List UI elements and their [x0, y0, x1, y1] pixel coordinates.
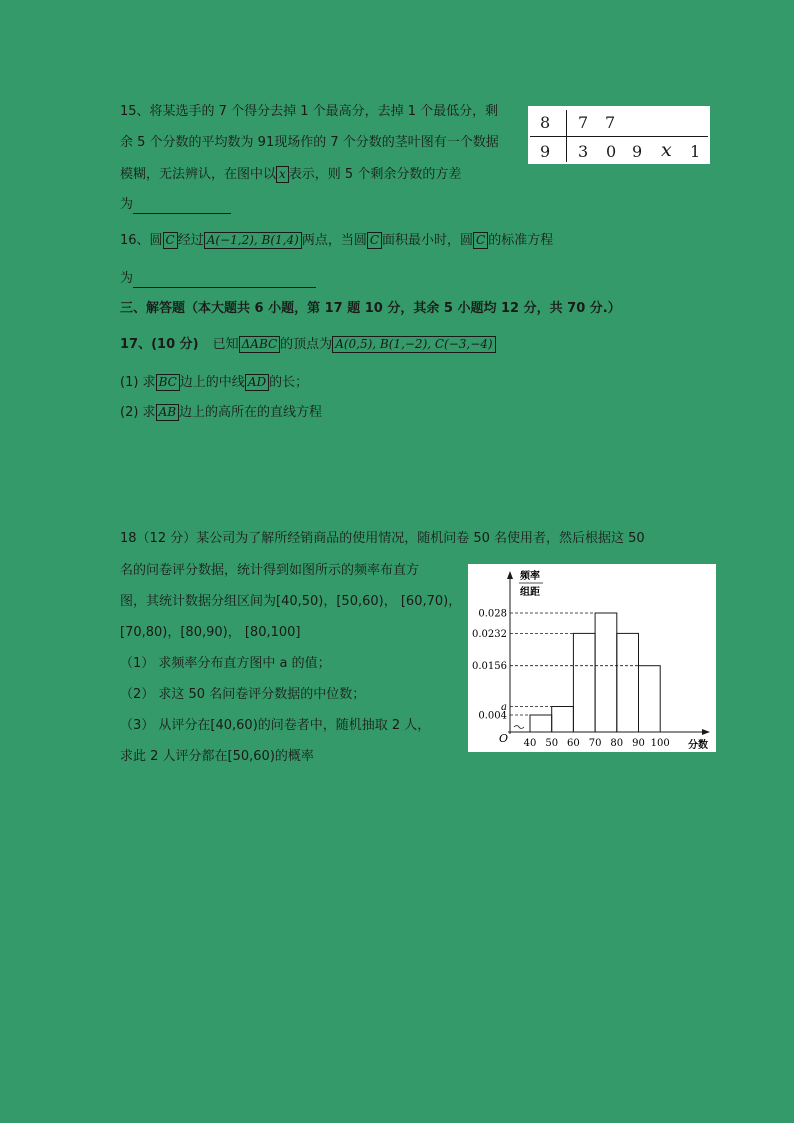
q15-answer-blank[interactable]: [133, 199, 231, 214]
q16-line1: [120, 232, 553, 250]
x-tick-label: 80: [610, 738, 624, 749]
leaf-value: 0: [606, 142, 617, 161]
x-tick-label: 70: [588, 738, 602, 749]
q15-answer-prefix: 为: [120, 197, 134, 212]
q17-ad-box: AD: [245, 374, 269, 391]
histogram-bar: [530, 715, 552, 732]
y-tick-label: 0.004: [478, 710, 507, 722]
q18-line2: 名的问卷评分数据，统计得到如图所示的频率布直方: [120, 563, 420, 578]
x-tick-label: 60: [567, 738, 580, 749]
frequency-histogram: [468, 564, 716, 752]
origin-label: O: [499, 732, 509, 745]
q16-text: 面积最小时，圆: [382, 233, 474, 248]
q18-part2: （2） 求这 50 名问卷评分数据的中位数；: [120, 687, 366, 702]
histogram-bar: [573, 633, 595, 732]
q17-text: (2) 求: [120, 405, 156, 420]
q17-bc-box: BC: [156, 374, 180, 391]
q18-line3: 图，其统计数据分组区间为[40,50)，[50,60)， [60,70)，: [120, 594, 462, 609]
q15-line2: 余 5 个分数的平均数为 91现场作的 7 个分数的茎叶图有一个数据: [120, 135, 499, 150]
q17-text: 边上的高所在的直线方程: [179, 405, 323, 420]
y-axis-label-bottom: 组距: [520, 587, 540, 598]
q18-line4: [70,80)，[80,90)， [80,100]: [120, 625, 301, 640]
q16-points-box: A(−1,2), B(1,4): [204, 232, 302, 249]
histogram-svg: [468, 564, 716, 752]
histogram-bar: [595, 613, 617, 732]
q16-circle-c-box: C: [163, 232, 178, 249]
q15-line3: [120, 166, 461, 184]
stem-value: 8: [540, 113, 551, 132]
q16-answer-blank[interactable]: [133, 273, 316, 288]
leaf-value-unknown: x: [661, 139, 672, 161]
q16-text: 16、圆: [120, 233, 163, 248]
q17-text: (1) 求: [120, 375, 156, 390]
y-tick-label: 0.0156: [472, 661, 507, 673]
q16-text: 的标准方程: [488, 233, 554, 248]
q16-answer-prefix: 为: [120, 271, 134, 286]
q18-line1: 18（12 分）某公司为了解所经销商品的使用情况，随机问卷 50 名使用者，然后根据这 50: [120, 531, 645, 546]
q18-part4: 求此 2 人评分都在[50,60)的概率: [120, 749, 314, 764]
y-tick-label: 0.028: [478, 608, 507, 620]
leaf-value: 3: [578, 142, 589, 161]
q16-circle-c-box: C: [473, 232, 488, 249]
y-axis-label-top: 频率: [520, 571, 540, 582]
x-tick-label: 100: [650, 738, 670, 749]
q17-ab-box: AB: [156, 404, 179, 421]
x-tick-label: 50: [545, 738, 559, 749]
section-3-title: 三、解答题（本大题共 6 小题，第 17 题 10 分，其余 5 小题均 12 分，共 70 分.）: [120, 301, 621, 316]
y-tick-label: 0.0232: [472, 628, 507, 640]
histogram-bar: [552, 707, 574, 733]
q16-circle-c-box: C: [367, 232, 382, 249]
q15-x-box: x: [276, 166, 289, 183]
x-tick-label: 40: [523, 738, 537, 749]
leaf-value: 7: [578, 113, 589, 132]
q18-part1: （1） 求频率分布直方图中 a 的值；: [120, 656, 331, 671]
x-tick-label: 90: [632, 738, 645, 749]
histogram-bar: [639, 666, 661, 732]
stem-leaf-plot: [528, 106, 710, 164]
q17-text: 的长；: [269, 375, 309, 390]
x-axis-label: 分数: [688, 740, 708, 751]
axis-break-mark: [514, 726, 524, 729]
q17-text: 已知: [212, 337, 239, 352]
q18-part3: （3） 从评分在[40,60)的问卷者中，随机抽取 2 人，: [120, 718, 431, 733]
stem-leaf-row-2: [528, 137, 710, 165]
q16-text: 经过: [177, 233, 204, 248]
q16-text: 两点，当圆: [301, 233, 367, 248]
q15-line1: 15、将某选手的 7 个得分去掉 1 个最高分，去掉 1 个最低分，剩: [120, 104, 499, 119]
leaf-value: 9: [632, 142, 643, 161]
x-axis-arrow: [702, 729, 710, 735]
q17-text: 的顶点为: [280, 337, 333, 352]
q17-part1: [120, 374, 308, 392]
y-tick-label: a: [501, 702, 507, 713]
q15-line3-text-b: 表示，则 5 个剩余分数的方差: [288, 167, 462, 182]
leaf-value: 7: [605, 113, 616, 132]
leaf-value: 1: [690, 142, 701, 161]
stem-leaf-row-1: [528, 108, 710, 136]
q17-label: 17、(10 分): [120, 337, 199, 352]
q15-line3-text-a: 模糊，无法辨认，在图中以: [120, 167, 277, 182]
stem-value: 9: [540, 142, 551, 161]
q17-text: 边上的中线: [179, 375, 245, 390]
q17-line1: [120, 336, 496, 354]
q17-vertices-box: A(0,5), B(1,−2), C(−3,−4): [332, 336, 495, 353]
histogram-bar: [617, 633, 639, 732]
q15-line4: [120, 196, 231, 214]
y-axis-arrow: [507, 571, 513, 579]
q17-part2: [120, 404, 322, 422]
q16-line2: [120, 270, 316, 288]
q17-triangle-box: ΔABC: [239, 336, 281, 353]
